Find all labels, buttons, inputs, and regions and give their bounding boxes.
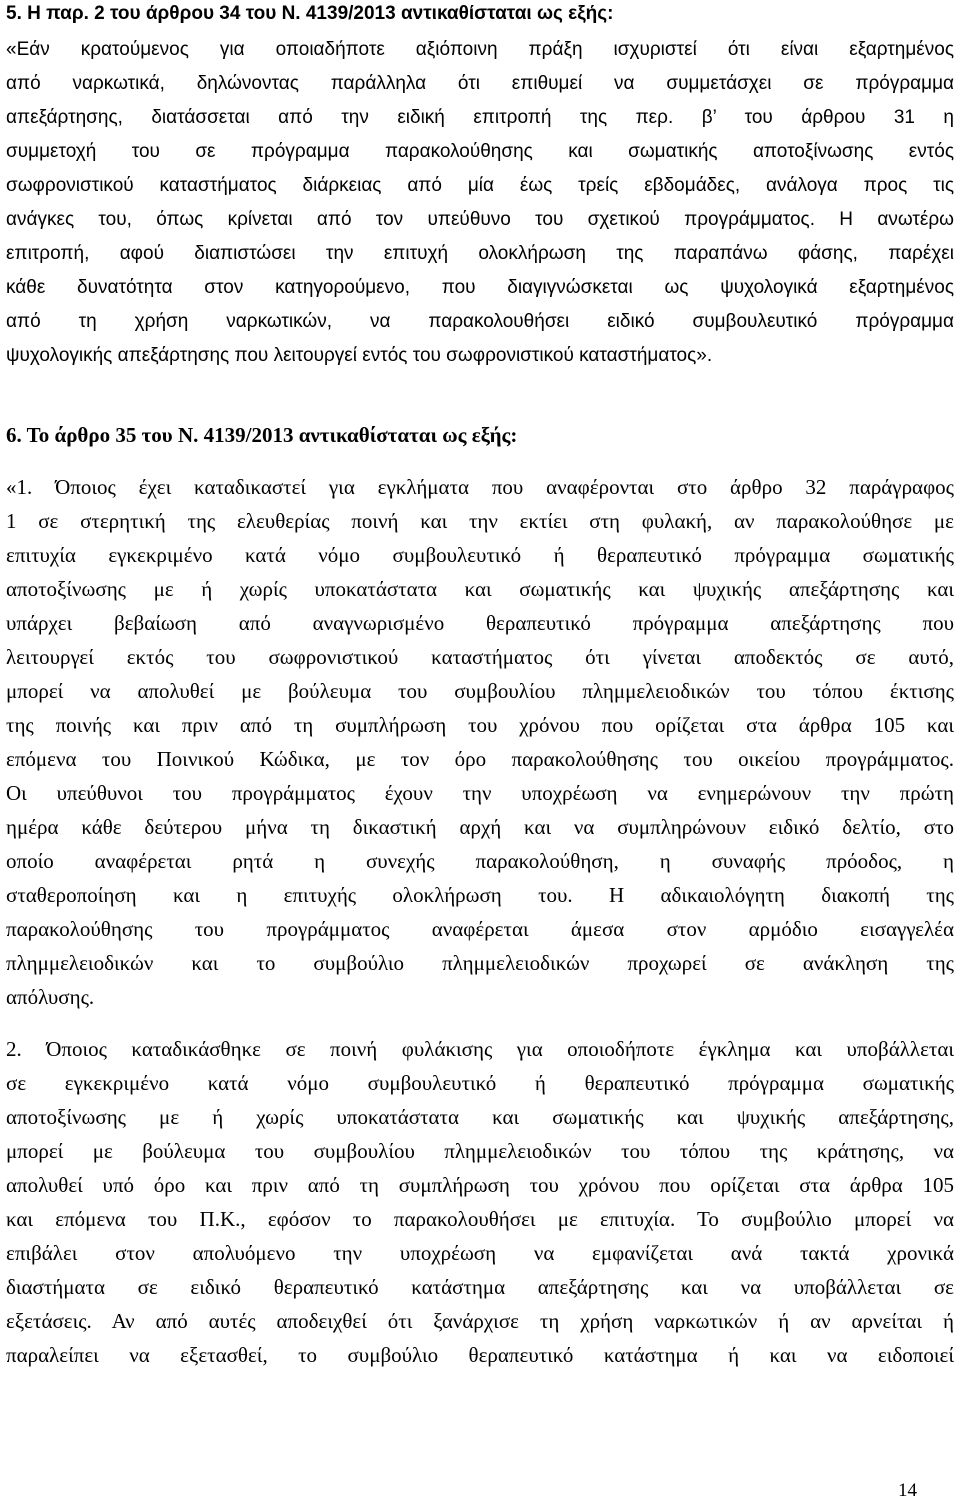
- section-5-line: «Εάν κρατούμενος για οποιαδήποτε αξιόποινη πράξη ισχυριστεί ότι είναι εξαρτημένος: [6, 39, 954, 60]
- section-6-paragraph-1-line: παρακολούθησης του προγράμματος αναφέρεται άμεσα στον αρμόδιο εισαγγελέα: [6, 917, 954, 941]
- section-6-paragraph-1-line: λειτουργεί εκτός του σωφρονιστικού καταστήματος ότι γίνεται αποδεκτός σε αυτό,: [6, 645, 954, 669]
- section-6-paragraph-2-line: 2. Όποιος καταδικάσθηκε σε ποινή φυλάκισης για οποιοδήποτε έγκλημα και υποβάλλεται: [6, 1037, 954, 1061]
- section-6-paragraph-1-line: μπορεί να απολυθεί με βούλευμα του συμβουλίου πλημμελειοδικών του τόπου έκτισης: [6, 679, 954, 703]
- section-6-heading: 6. Το άρθρο 35 του Ν. 4139/2013 αντικαθίσταται ως εξής:: [6, 423, 518, 447]
- section-6-paragraph-1-line: της ποινής και πριν από τη συμπλήρωση του χρόνου που ορίζεται στα άρθρα 105 και: [6, 713, 954, 737]
- section-6-paragraph-2-line: αποτοξίνωσης με ή χωρίς υποκατάστατα και σωματικής και ψυχικής απεξάρτησης,: [6, 1105, 954, 1129]
- section-5-line: σωφρονιστικού καταστήματος διάρκειας από μία έως τρείς εβδομάδες, ανάλογα προς τις: [6, 175, 954, 196]
- section-6-paragraph-2-line: μπορεί με βούλευμα του συμβουλίου πλημμελειοδικών του τόπου της κράτησης, να: [6, 1139, 954, 1163]
- section-5-line: απεξάρτησης, διατάσσεται από την ειδική επιτροπή της περ. β’ του άρθρου 31 η: [6, 107, 954, 128]
- section-5-line: κάθε δυνατότητα στον κατηγορούμενο, που διαγιγνώσκεται ως ψυχολογικά εξαρτημένος: [6, 277, 954, 298]
- section-6-paragraph-1-line: «1. Όποιος έχει καταδικαστεί για εγκλήματα που αναφέρονται στο άρθρο 32 παράγραφος: [6, 475, 954, 499]
- section-6-paragraph-1-line: σταθεροποίηση και η επιτυχής ολοκλήρωση του. Η αδικαιολόγητη διακοπή της: [6, 883, 954, 907]
- section-6-paragraph-1-line: υπάρχει βεβαίωση από αναγνωρισμένο θεραπευτικό πρόγραμμα απεξάρτησης που: [6, 611, 954, 635]
- section-5-line: από ναρκωτικά, δηλώνοντας παράλληλα ότι επιθυμεί να συμμετάσχει σε πρόγραμμα: [6, 73, 954, 94]
- section-5-line: επιτροπή, αφού διαπιστώσει την επιτυχή ολοκλήρωση της παραπάνω φάσης, παρέχει: [6, 243, 954, 264]
- section-6-paragraph-1-line: πλημμελειοδικών και το συμβούλιο πλημμελειοδικών προχωρεί σε ανάκληση της: [6, 951, 954, 975]
- section-6-paragraph-2-line: διαστήματα σε ειδικό θεραπευτικό κατάστημα απεξάρτησης και να υποβάλλεται σε: [6, 1275, 954, 1299]
- section-6-paragraph-1-line: ημέρα κάθε δεύτερου μήνα τη δικαστική αρχή και να συμπληρώνουν ειδικό δελτίο, στο: [6, 815, 954, 839]
- section-6-paragraph-2-line: απολυθεί υπό όρο και πριν από τη συμπλήρωση του χρόνου που ορίζεται στα άρθρα 105: [6, 1173, 954, 1197]
- section-6-paragraph-2-line: σε εγκεκριμένο κατά νόμο συμβουλευτικό ή θεραπευτικό πρόγραμμα σωματικής: [6, 1071, 954, 1095]
- section-5-line: ψυχολογικής απεξάρτησης που λειτουργεί εντός του σωφρονιστικού καταστήματος».: [6, 345, 713, 366]
- section-5-line: από τη χρήση ναρκωτικών, να παρακολουθήσει ειδικό συμβουλευτικό πρόγραμμα: [6, 311, 954, 332]
- section-6-paragraph-2-line: επιβάλει στον απολυόμενο την υποχρέωση να εμφανίζεται ανά τακτά χρονικά: [6, 1241, 954, 1265]
- page-number: 14: [898, 1480, 917, 1501]
- section-6-paragraph-2-line: και επόμενα του Π.Κ., εφόσον το παρακολουθήσει με επιτυχία. Το συμβούλιο μπορεί να: [6, 1207, 954, 1231]
- section-5-line: συμμετοχή του σε πρόγραμμα παρακολούθησης και σωματικής αποτοξίνωσης εντός: [6, 141, 954, 162]
- section-5-line: ανάγκες του, όπως κρίνεται από τον υπεύθυνο του σχετικού προγράμματος. Η ανωτέρω: [6, 209, 954, 230]
- section-6-paragraph-1-line: επιτυχία εγκεκριμένο κατά νόμο συμβουλευτικό ή θεραπευτικό πρόγραμμα σωματικής: [6, 543, 954, 567]
- section-6-paragraph-1-line: επόμενα του Ποινικού Κώδικα, με τον όρο παρακολούθησης του οικείου προγράμματος.: [6, 747, 954, 771]
- section-6-paragraph-1-line: 1 σε στερητική της ελευθερίας ποινή και την εκτίει στη φυλακή, αν παρακολούθησε με: [6, 509, 954, 533]
- section-6-paragraph-2-line: παραλείπει να εξετασθεί, το συμβούλιο θεραπευτικό κατάστημα ή και να ειδοποιεί: [6, 1343, 954, 1367]
- section-6-paragraph-1-line: οποίο αναφέρεται ρητά η συνεχής παρακολούθηση, η συναφής πρόοδος, η: [6, 849, 954, 873]
- section-6-paragraph-1-line: απόλυσης.: [6, 985, 95, 1009]
- section-6-paragraph-1-line: Οι υπεύθυνοι του προγράμματος έχουν την υποχρέωση να ενημερώνουν την πρώτη: [6, 781, 954, 805]
- section-6-paragraph-1-line: αποτοξίνωσης με ή χωρίς υποκατάστατα και σωματικής και ψυχικής απεξάρτησης και: [6, 577, 954, 601]
- section-6-paragraph-2-line: εξετάσεις. Αν από αυτές αποδειχθεί ότι ξανάρχισε τη χρήση ναρκωτικών ή αν αρνείται ή: [6, 1309, 954, 1333]
- section-5-heading: 5. Η παρ. 2 του άρθρου 34 του Ν. 4139/2013 αντικαθίσταται ως εξής:: [6, 3, 614, 24]
